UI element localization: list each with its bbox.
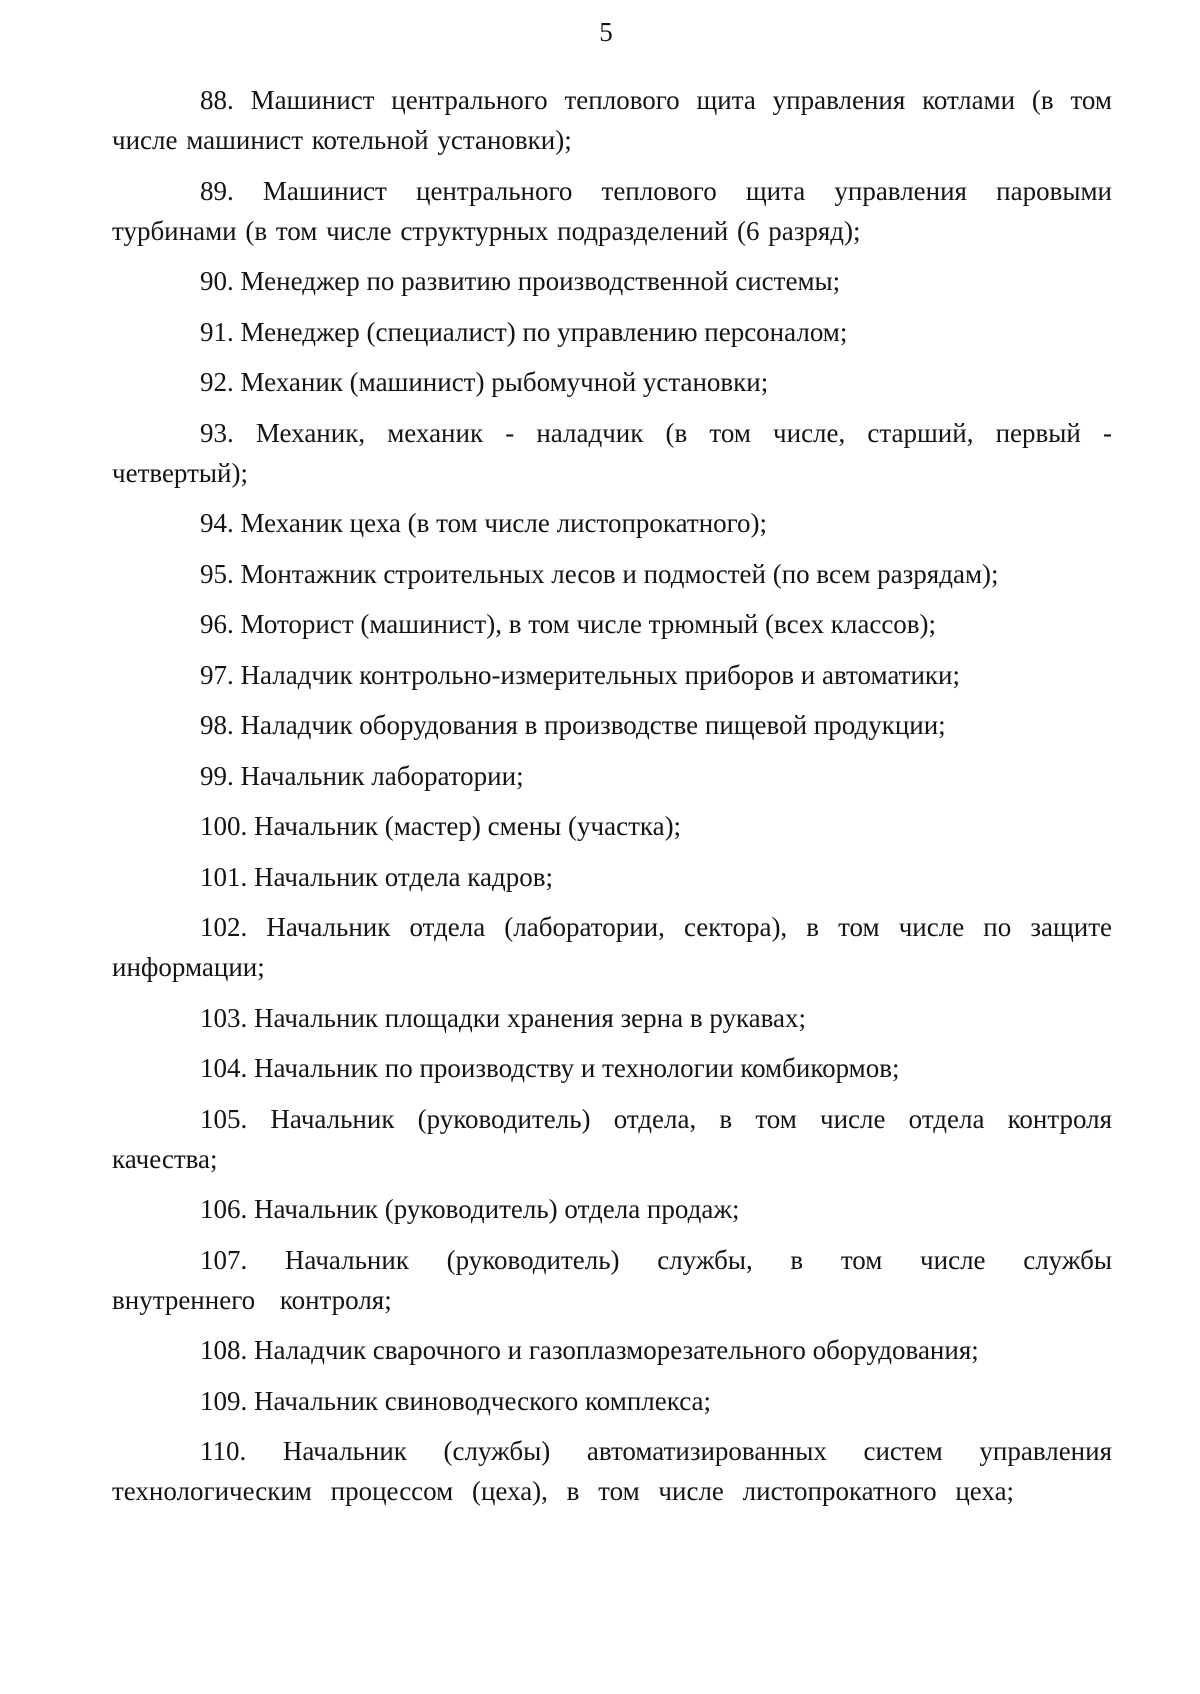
list-item: 108. Наладчик сварочного и газоплазморезательного оборудования; [200,1335,979,1365]
list-item: 88. Машинист центрального теплового щита управления котлами (в том числе машинист котельной установки); [112,85,1112,155]
list-item: 104. Начальник по производству и технологии комбикормов; [200,1053,900,1083]
list-item: 90. Менеджер по развитию производственной системы; [200,266,841,296]
list-item: 96. Моторист (машинист), в том числе трюмный (всех классов); [200,609,937,639]
list-item: 95. Монтажник строительных лесов и подмостей (по всем разрядам); [200,558,999,589]
list-item: 93. Механик, механик - наладчик (в том числе, старший, первый - четвертый); [112,417,1112,488]
list-item: 109. Начальник свиноводческого комплекса; [200,1385,711,1416]
list-item: 101. Начальник отдела кадров; [200,861,553,892]
list-item: 105. Начальник (руководитель) отдела, в том числе отдела контроля качества; [112,1103,1112,1174]
list-item: 107. Начальник (руководитель) службы, в том числе службы внутреннего контроля; [112,1244,1112,1315]
list-item: 100. Начальник (мастер) смены (участка); [200,811,682,841]
list-item: 97. Наладчик контрольно-измерительных приборов и автоматики; [200,659,960,690]
list-item: 98. Наладчик оборудования в производстве пищевой продукции; [200,710,946,740]
list-item: 106. Начальник (руководитель) отдела продаж; [200,1194,740,1224]
list-item: 94. Механик цеха (в том числе листопрокатного); [200,508,768,538]
list-item: 89. Машинист центрального теплового щита управления паровыми турбинами (в том числе структурных подразделений (6 разряд); [112,175,1112,246]
list-item: 102. Начальник отдела (лаборатории, сектора), в том числе по защите информации; [112,912,1112,982]
page-number: 5 [599,17,613,47]
list-item: 92. Механик (машинист) рыбомучной установки; [200,367,769,397]
list-item: 110. Начальник (службы) автоматизированных систем управления технологическим процессом (цеха), в том числе листопрокатного цеха; [112,1436,1112,1506]
position-list [112,80,1112,1522]
list-item: 103. Начальник площадки хранения зерна в рукавах; [200,1002,807,1033]
list-item: 99. Начальник лаборатории; [200,760,524,791]
list-item: 91. Менеджер (специалист) по управлению персоналом; [200,316,848,347]
